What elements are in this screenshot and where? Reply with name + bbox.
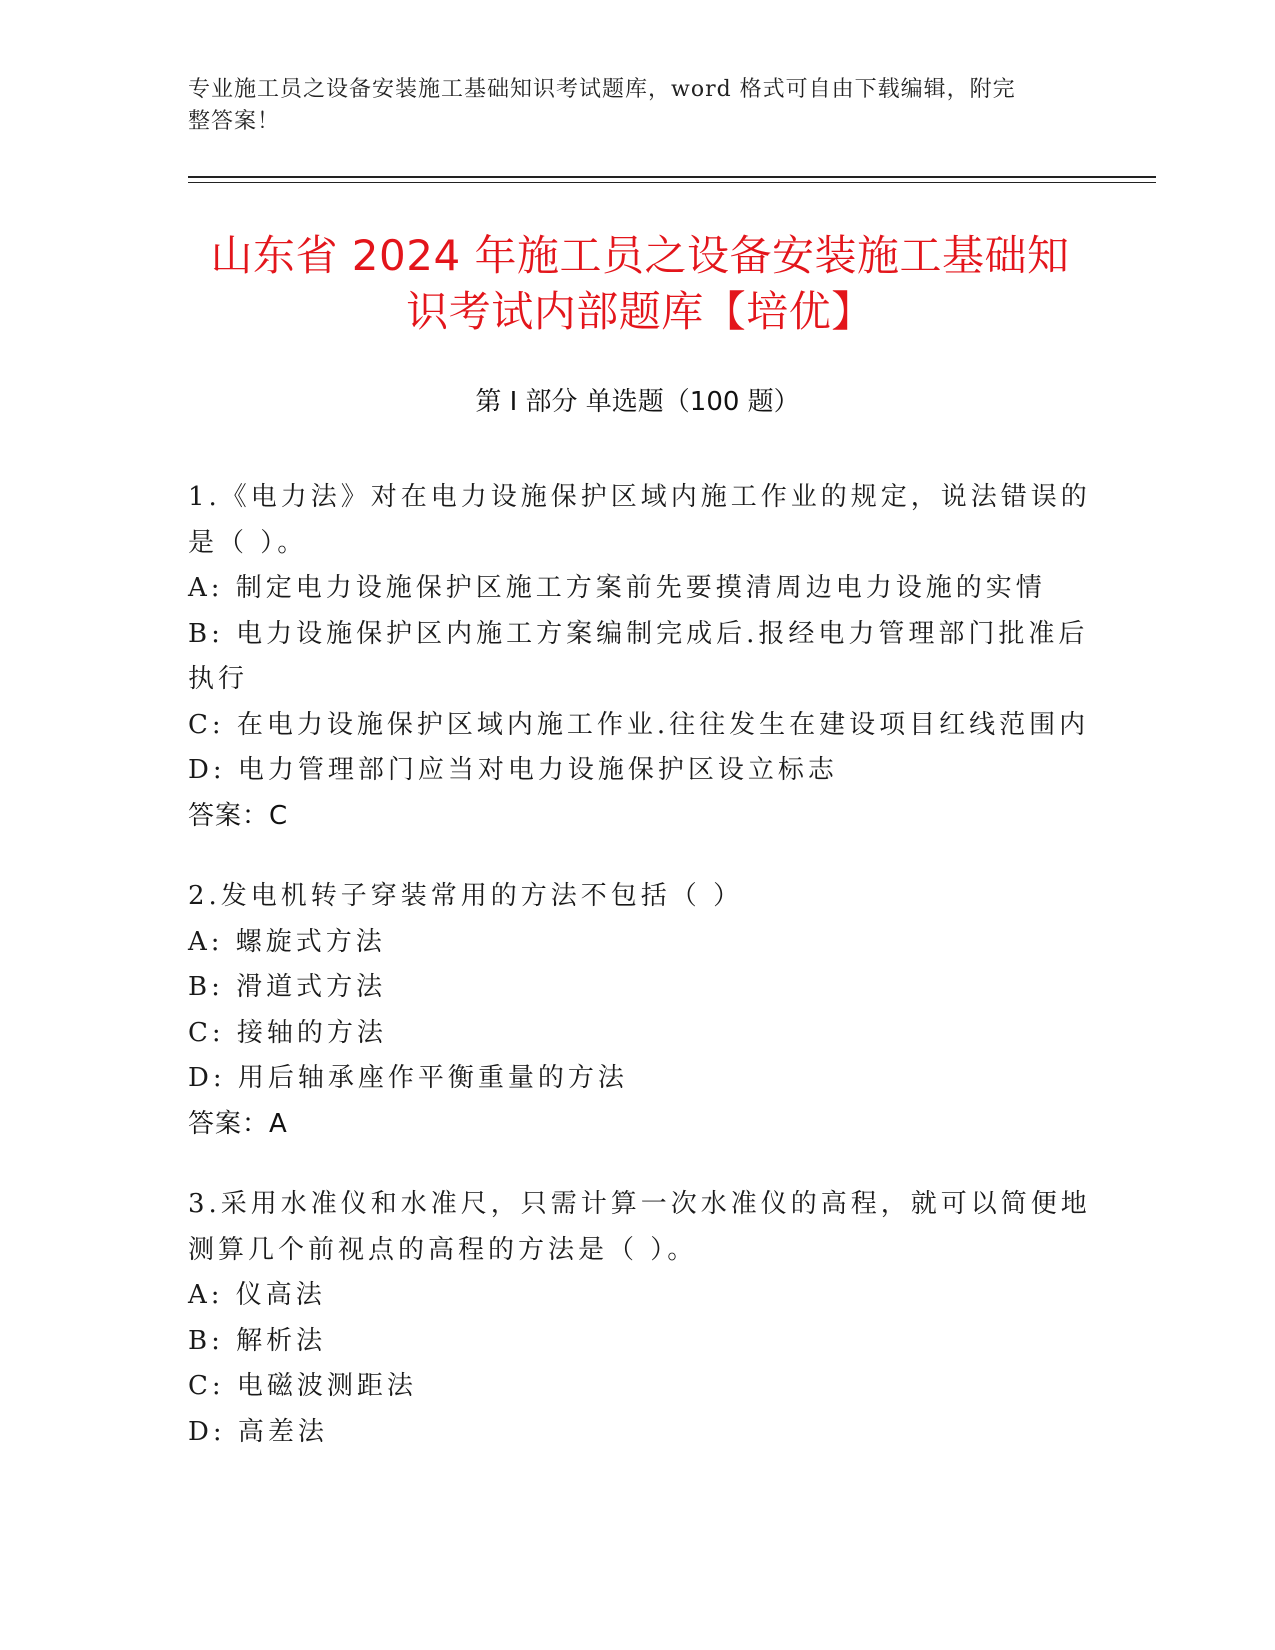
header-note-line-1: 专业施工员之设备安装施工基础知识考试题库，word 格式可自由下载编辑，附完 bbox=[188, 77, 1016, 102]
header-divider-thin bbox=[188, 182, 1156, 183]
question-option-line: D: 电力管理部门应当对电力设施保护区设立标志 bbox=[188, 755, 838, 785]
question-option-line: B: 解析法 bbox=[188, 1325, 327, 1356]
header-divider-thick bbox=[188, 176, 1156, 178]
question-block bbox=[188, 1182, 1091, 1455]
document-title bbox=[160, 228, 1120, 340]
question-option-line: B: 滑道式方法 bbox=[188, 972, 387, 1002]
question-option-line: A: 螺旋式方法 bbox=[188, 926, 386, 957]
section-heading: 第 I 部分 单选题（100 题） bbox=[475, 387, 800, 417]
header-note-line-2: 整答案！ bbox=[188, 109, 281, 134]
question-option-line: C: 接轴的方法 bbox=[188, 1017, 387, 1048]
question-stem-line: 1.《电力法》对在电力设施保护区域内施工作业的规定，说法错误的 bbox=[188, 482, 1091, 512]
question-answer: 答案：C bbox=[188, 800, 289, 831]
question-option-line: A: 仪高法 bbox=[188, 1280, 326, 1310]
question-stem-line: 3.采用水准仪和水准尺，只需计算一次水准仪的高程，就可以简便地 bbox=[188, 1189, 1091, 1219]
question-stem-line: 是（ ）。 bbox=[188, 527, 308, 558]
question-option-line: D: 用后轴承座作平衡重量的方法 bbox=[188, 1063, 628, 1093]
question-option-line: D: 高差法 bbox=[188, 1416, 328, 1447]
question-answer: 答案：A bbox=[188, 1108, 288, 1139]
header-note bbox=[188, 74, 1068, 138]
question-stem-line: 测算几个前视点的高程的方法是（ ）。 bbox=[188, 1234, 698, 1265]
question-option-line: A: 制定电力设施保护区施工方案前先要摸清周边电力设施的实情 bbox=[188, 573, 1046, 603]
question-list bbox=[188, 475, 1091, 1490]
document-title-line-2: 识考试内部题库【培优】 bbox=[406, 287, 874, 336]
question-option-line: C: 在电力设施保护区域内施工作业.往往发生在建设项目红线范围内 bbox=[188, 709, 1090, 740]
question-block bbox=[188, 874, 1068, 1147]
question-block bbox=[188, 475, 1091, 839]
question-stem-line: 2.发电机转子穿装常用的方法不包括（ ） bbox=[188, 881, 744, 911]
question-option-line: B: 电力设施保护区内施工方案编制完成后.报经电力管理部门批准后 bbox=[188, 618, 1089, 649]
question-option-line: C: 电磁波测距法 bbox=[188, 1371, 417, 1401]
document-title-line-1: 山东省 2024 年施工员之设备安装施工基础知 bbox=[210, 231, 1070, 280]
question-option-line: 执行 bbox=[188, 664, 249, 694]
